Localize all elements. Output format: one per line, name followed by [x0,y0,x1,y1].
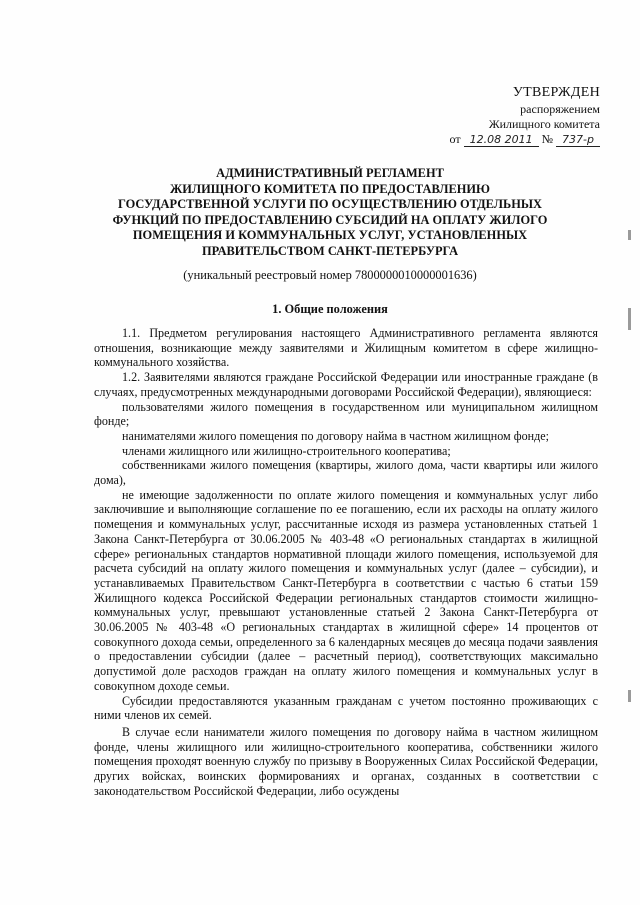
title-line: ПОМЕЩЕНИЯ И КОММУНАЛЬНЫХ УСЛУГ, УСТАНОВЛЕННЫХ [132,228,528,243]
number-sign: № [541,132,554,146]
order-label: распоряжением [520,102,600,116]
scan-edge-mark [628,690,631,702]
paragraph: Субсидии предоставляются указанным гражданам с учетом постоянно проживающих с ними членов их семей. [94,693,598,723]
title-line: АДМИНИСТРАТИВНЫЙ РЕГЛАМЕНТ [216,166,444,180]
title-line: ГОСУДАРСТВЕННОЙ УСЛУГИ ПО ОСУЩЕСТВЛЕНИЮ ОТДЕЛЬНЫХ [118,197,542,212]
scan-edge-mark [628,308,631,330]
paragraph: пользователями жилого помещения в государственном или муниципальном жилищном фонде; [94,399,598,429]
order-date: 12.08 2011 [464,133,539,147]
order-number: 737-р [556,133,600,147]
paragraph: 1.2. Заявителями являются граждане Российской Федерации или иностранные граждане (в случаях, предусмотренных международными договорами Российской Федерации), являющиеся: [94,370,598,399]
title-line: ЖИЛИЩНОГО КОМИТЕТА ПО ПРЕДОСТАВЛЕНИЮ [169,181,491,196]
approval-stamp [380,84,600,147]
approved-label: УТВЕРЖДЕН [512,85,600,100]
paragraph: В случае если наниматели жилого помещения по договору найма в частном жилищном фонде, члены жилищного или жилищно-строительного кооператива, собственники жилого помещения проходят военную службу по призыву в Вооруженных Силах Российской Федерации, других войсках, воинских формированиях и органах, созданных в соответствии с законодательством Российской Федерации, либо осуждены [94,724,598,798]
scan-edge-mark [628,230,631,240]
title-line: ФУНКЦИЙ ПО ПРЕДОСТАВЛЕНИЮ СУБСИДИЙ НА ОПЛАТУ ЖИЛОГО [112,212,548,227]
paragraph: не имеющие задолженности по оплате жилого помещения и коммунальных услуг либо заключившие и выполняющие соглашение по ее погашению, если их расходы на оплату жилого помещения и коммунальных услуг, рассчитанные исходя из размера установленных статьей 1 Закона Санкт-Петербурга от 30.06.2005 № 403-48 «О региональных стандартах в жилищной сфере» региональных стандартов нормативной площади жилого помещения, используемой для расчета субсидий на оплату жилого помещения и коммунальных услуг (далее – субсидии), и устанавливаемых Правительством Санкт-Петербурга в соответствии с частью 6 статьи 159 Жилищного кодекса Российской Федерации региональных стандартов стоимости жилищно-коммунальных услуг, превышают установленные статьей 2 Закона Санкт-Петербурга от 30.06.2005 № 403-48 «О региональных стандартах в жилищной сфере» 14 процентов от совокупного дохода семьи, определенного за 6 календарных месяцев до месяца подачи заявления о предоставлении субсидии (далее – расчетный период), соответствующих максимально допустимой доле расходов граждан на оплату жилого помещения и коммунальных услуг в совокупном доходе семьи. [94,487,598,693]
paragraph: членами жилищного или жилищно-строительного кооператива; [122,443,451,458]
document-body [94,326,598,799]
paragraph: собственниками жилого помещения (квартиры, жилого дома, части квартиры или жилого дома), [94,458,598,488]
paragraph: 1.1. Предметом регулирования настоящего Административного регламента являются отношения, возникающие между заявителями и Жилищным комитетом в сфере жилищно-коммунального хозяйства. [94,326,598,370]
document-title [90,166,570,260]
title-line: ПРАВИТЕЛЬСТВОМ САНКТ-ПЕТЕРБУРГА [201,243,459,258]
section-heading: 1. Общие положения [272,302,388,316]
order-date-line [380,132,600,147]
registry-number: (уникальный реестровый номер 7800000010000001636) [183,268,477,282]
from-label: от [449,132,461,146]
paragraph: нанимателями жилого помещения по договору найма в частном жилищном фонде; [122,428,549,443]
committee-label: Жилищного комитета [488,117,600,131]
